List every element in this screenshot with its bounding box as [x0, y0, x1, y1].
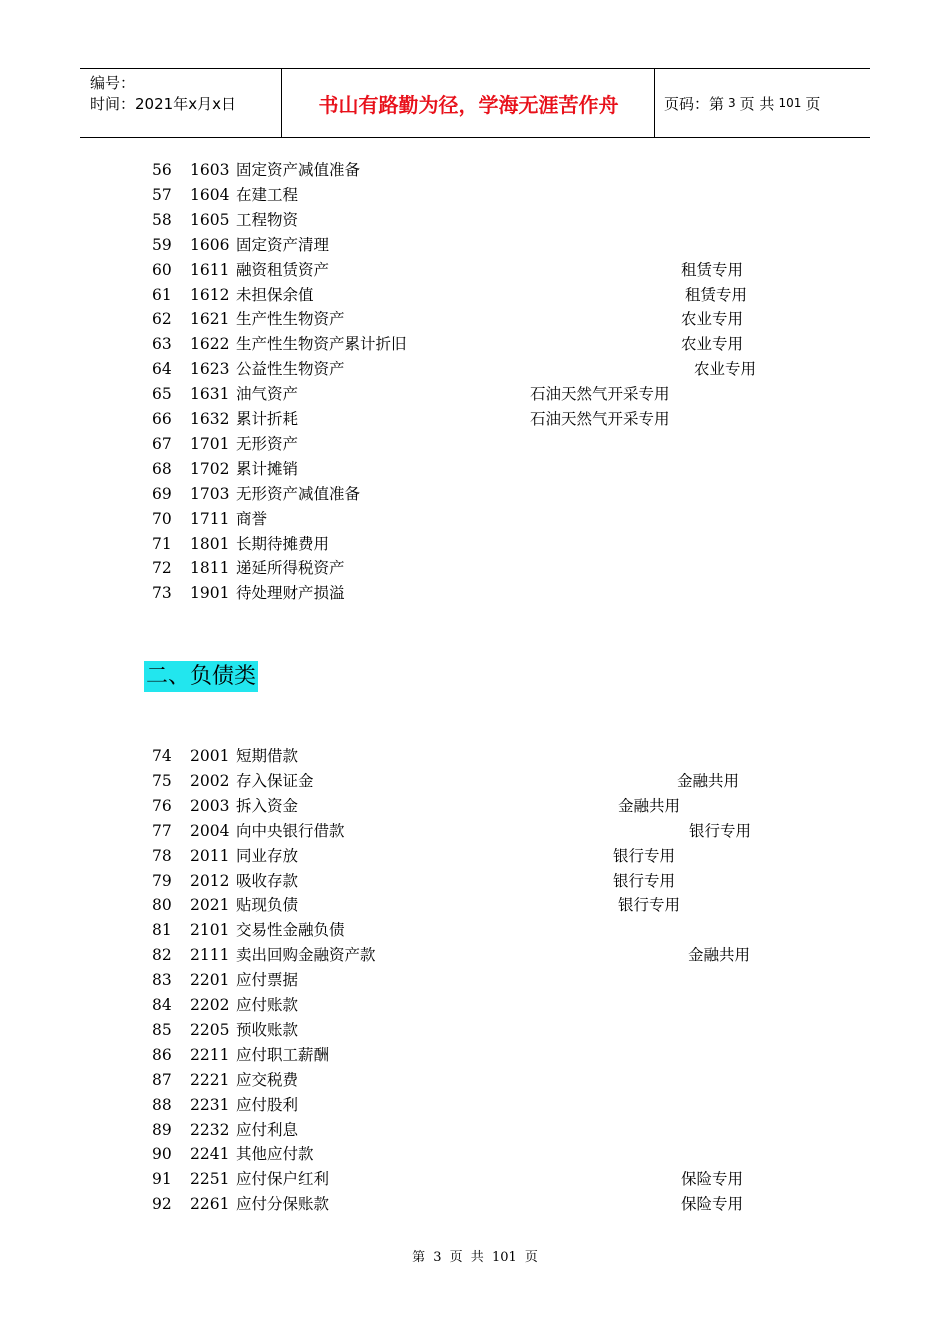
account-code: 2231 [190, 1095, 230, 1114]
page-footer [0, 1246, 950, 1265]
account-code: 2011 [190, 846, 230, 865]
account-number: 79 [152, 871, 172, 890]
account-name: 预收账款 [236, 1020, 299, 1039]
account-code: 2251 [190, 1170, 230, 1189]
account-code: 2111 [190, 946, 230, 965]
account-number: 91 [152, 1170, 172, 1189]
header-meta [90, 73, 236, 115]
account-name: 递延所得税资产 [236, 559, 345, 578]
footer-total: 101 [491, 1250, 517, 1265]
account-name: 应付保户红利 [236, 1170, 330, 1189]
account-code: 1604 [190, 185, 230, 204]
account-number: 64 [152, 360, 172, 379]
footer-part: 页 [449, 1250, 463, 1265]
account-name: 固定资产清理 [236, 235, 330, 254]
account-name: 短期借款 [236, 747, 299, 765]
account-code: 1801 [190, 534, 230, 553]
account-note: 金融共用 [618, 796, 681, 815]
account-note: 保险专用 [681, 1195, 744, 1214]
account-number: 77 [152, 821, 172, 840]
account-number: 62 [152, 310, 172, 329]
account-code: 2202 [190, 996, 230, 1014]
account-code: 2001 [190, 747, 230, 765]
account-code: 2012 [190, 871, 230, 890]
account-number: 71 [152, 534, 172, 553]
account-name: 卖出回购金融资产款 [236, 946, 376, 965]
account-number: 70 [152, 509, 172, 528]
account-code: 1622 [190, 335, 230, 354]
account-code: 2205 [190, 1020, 230, 1039]
footer-part: 页 [524, 1250, 538, 1265]
account-name: 应付职工薪酬 [236, 1045, 330, 1064]
code-label: 编号： [90, 74, 136, 92]
header-motto: 书山有路勤为径，学海无涯苦作舟 [318, 92, 619, 117]
account-name: 未担保余值 [236, 285, 314, 304]
account-number: 58 [152, 210, 172, 229]
account-number: 76 [152, 796, 172, 815]
account-name: 累计折耗 [236, 410, 299, 428]
account-code: 2221 [190, 1070, 230, 1089]
account-note: 银行专用 [618, 896, 681, 915]
account-number: 72 [152, 559, 172, 578]
account-code: 1811 [190, 559, 230, 578]
account-number: 92 [152, 1195, 172, 1214]
account-code: 1701 [190, 434, 230, 453]
account-number: 82 [152, 946, 172, 965]
account-note: 农业专用 [694, 360, 757, 379]
account-note: 租赁专用 [681, 260, 744, 279]
account-number: 80 [152, 896, 172, 915]
page-total: 101 [778, 96, 802, 110]
account-code: 1612 [190, 285, 230, 304]
account-code: 2261 [190, 1195, 230, 1214]
document-header [80, 68, 870, 138]
account-name: 应付分保账款 [236, 1195, 330, 1214]
account-code: 1611 [190, 260, 230, 279]
account-name: 应付票据 [236, 971, 299, 990]
account-number: 59 [152, 235, 172, 254]
account-number: 81 [152, 921, 172, 940]
account-name: 生产性生物资产累计折旧 [236, 335, 407, 354]
account-code: 2004 [190, 821, 230, 840]
account-name: 应付利息 [236, 1120, 299, 1139]
account-number: 68 [152, 459, 172, 478]
account-name: 向中央银行借款 [236, 821, 345, 840]
account-number: 88 [152, 1095, 172, 1114]
account-name: 累计摊销 [236, 459, 299, 478]
account-code: 2101 [190, 921, 230, 940]
account-name: 油气资产 [236, 385, 299, 404]
account-code: 2201 [190, 971, 230, 990]
account-name: 待处理财产损溢 [236, 584, 345, 603]
account-number: 66 [152, 410, 172, 428]
account-number: 90 [152, 1145, 172, 1164]
account-note: 保险专用 [681, 1170, 744, 1189]
account-name: 固定资产减值准备 [236, 161, 361, 179]
account-note: 银行专用 [613, 846, 676, 865]
account-name: 应付股利 [236, 1095, 299, 1114]
section-heading: 二、负债类 [144, 661, 258, 692]
account-code: 1621 [190, 310, 230, 329]
account-note: 金融共用 [677, 771, 740, 790]
page-current: 3 [728, 96, 736, 110]
account-number: 89 [152, 1120, 172, 1139]
account-name: 生产性生物资产 [236, 310, 345, 329]
footer-part: 第 [412, 1250, 426, 1265]
account-name: 拆入资金 [236, 796, 299, 815]
account-code: 2211 [190, 1045, 230, 1064]
account-name: 公益性生物资产 [236, 360, 345, 379]
account-number: 57 [152, 185, 172, 204]
account-code: 1901 [190, 584, 230, 603]
time-value: 2021年x月x日 [135, 95, 236, 113]
time-label: 时间： [90, 95, 136, 113]
account-name: 贴现负债 [236, 896, 299, 915]
account-code: 1605 [190, 210, 230, 229]
account-note: 银行专用 [689, 821, 752, 840]
account-number: 75 [152, 771, 172, 790]
account-note: 农业专用 [681, 310, 744, 329]
account-number: 87 [152, 1070, 172, 1089]
account-name: 融资租赁资产 [236, 260, 330, 279]
account-code: 1606 [190, 235, 230, 254]
account-number: 86 [152, 1045, 172, 1064]
account-code: 1702 [190, 459, 230, 478]
page-suffix: 页 [805, 94, 821, 113]
account-code: 1603 [190, 161, 230, 179]
account-note: 金融共用 [688, 946, 751, 965]
account-name: 其他应付款 [236, 1145, 314, 1164]
footer-part: 共 [470, 1250, 484, 1265]
account-number: 65 [152, 385, 172, 404]
page-mid: 页 共 [739, 94, 775, 113]
account-code: 1632 [190, 410, 230, 428]
account-name: 在建工程 [236, 185, 299, 204]
account-name: 商誉 [236, 509, 268, 528]
account-name: 吸收存款 [236, 871, 299, 890]
account-name: 应交税费 [236, 1070, 299, 1089]
time-line [90, 94, 236, 115]
account-code: 2241 [190, 1145, 230, 1164]
account-code: 1703 [190, 484, 230, 503]
account-name: 同业存放 [236, 846, 299, 865]
account-code: 2232 [190, 1120, 230, 1139]
account-number: 56 [152, 161, 172, 179]
account-number: 74 [152, 747, 172, 765]
account-number: 67 [152, 434, 172, 453]
account-code: 2002 [190, 771, 230, 790]
account-name: 长期待摊费用 [236, 534, 330, 553]
account-number: 84 [152, 996, 172, 1014]
account-number: 60 [152, 260, 172, 279]
account-name: 工程物资 [236, 210, 299, 229]
account-code: 2021 [190, 896, 230, 915]
account-name: 存入保证金 [236, 771, 314, 790]
account-name: 交易性金融负债 [236, 921, 345, 940]
account-note: 石油天然气开采专用 [530, 410, 670, 428]
account-number: 73 [152, 584, 172, 603]
account-number: 69 [152, 484, 172, 503]
header-page-info [664, 69, 820, 137]
account-code: 2003 [190, 796, 230, 815]
header-divider [654, 69, 655, 137]
account-note: 租赁专用 [685, 285, 748, 304]
footer-current: 3 [433, 1250, 442, 1265]
page-label: 页码：第 [664, 94, 725, 113]
account-number: 78 [152, 846, 172, 865]
account-note: 银行专用 [613, 871, 676, 890]
account-code: 1711 [190, 509, 230, 528]
account-code: 1631 [190, 385, 230, 404]
account-name: 无形资产 [236, 434, 299, 453]
account-number: 63 [152, 335, 172, 354]
account-number: 85 [152, 1020, 172, 1039]
account-name: 无形资产减值准备 [236, 484, 361, 503]
account-name: 应付账款 [236, 996, 299, 1014]
account-note: 石油天然气开采专用 [530, 385, 670, 404]
account-number: 61 [152, 285, 172, 304]
account-note: 农业专用 [681, 335, 744, 354]
account-number: 83 [152, 971, 172, 990]
account-code: 1623 [190, 360, 230, 379]
